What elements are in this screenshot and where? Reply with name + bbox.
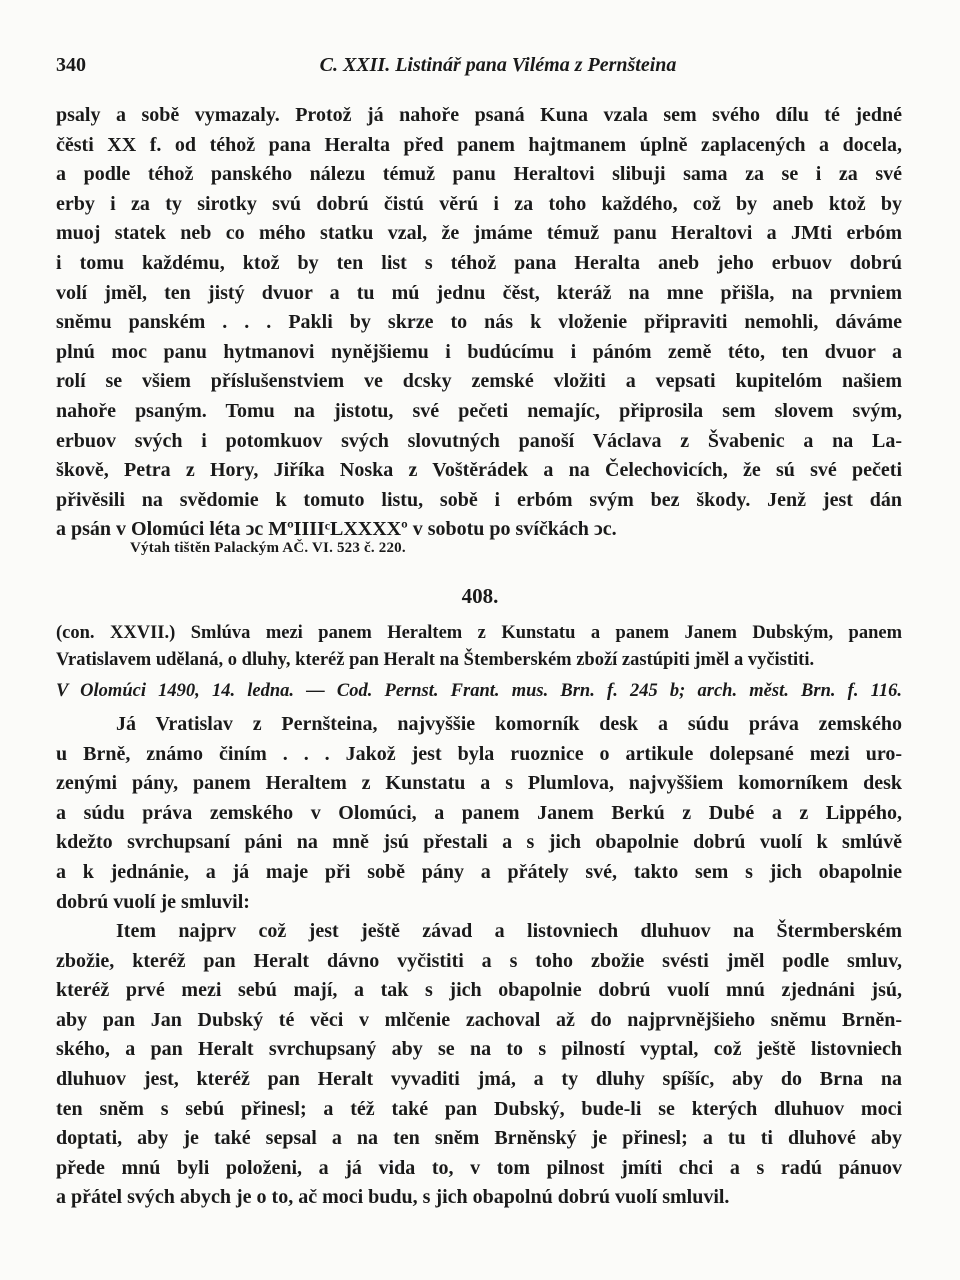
text-line: aby pan Jan Dubský té věci v mlčenie zachoval až do najprvnějšieho sněmu Brněn- [56, 1008, 902, 1031]
text-line: kteréž prvé mezi sebú mají, a tak s jich obapolnie dobrú vuolí mnú zjednáni jsú, [56, 979, 902, 1002]
text-line: psaly a sobě vymazaly. Protož já nahoře psaná Kuna vzala sem svého dílu té jedné [56, 104, 902, 126]
text-line: přede mnú byli položeni, a já vida to, v tom pilnost jmíti chci a s radú pánuov [56, 1156, 902, 1179]
text-line: plnú moc panu hytmanovi nynějšiemu i budúcímu i pánóm země této, ten dvuor a [56, 340, 902, 363]
text-line: a psán v Olomúci léta ↄc MºIIIIᶜLXXXXº v sobotu po svíčkách ↄc. [56, 518, 617, 541]
text-line: ten sněm s sebú přinesl; a též také pan Dubský, bude-li se kterých dluhuov moci [56, 1097, 902, 1120]
source-note: Výtah tištěn Palackým AČ. VI. 523 č. 220. [130, 540, 406, 556]
text-line: čěsti XX f. od téhož pana Heralta před panem hajtmanem úplně zaplacených a docela, [56, 133, 902, 156]
text-line: nahoře psaným. Tomu na jistotu, své pečeti nemajíc, připrosila sem slovem svým, [56, 399, 902, 422]
document-paragraph-2 [56, 917, 902, 1213]
text-line: škově, Petra z Hory, Jiříka Noska z Voštěrádek a na Čelechovicích, že sú své pečeti [56, 459, 902, 482]
regest-line: Vratislavem udělaná, o dluhy, kteréž pan Heralt na Štemberském zboží zastúpiti jměl a vyčistiti. [56, 649, 815, 670]
text-line: doptati, aby je také sepsal a na ten sněm Brněnský je přinesl; a tu ti dluhové aby [56, 1127, 902, 1150]
text-line: přivěsili na svědomie k tomuto listu, sobě i erbóm svým bez škody. Jenž jest dán [56, 488, 902, 511]
text-line: kdežto svrchupsaní páni na mně jsú přestali a s jich obapolnie dobrú vuolí k smlúvě [56, 831, 902, 854]
text-line: erby i za ty sirotky svú dobrú čistú věrú i za toho každého, což by aneb ktož by [56, 192, 902, 215]
text-line: a podle téhož panského nálezu témuž panu Heraltovi slibuji sama za se i za své [56, 163, 902, 186]
text-line: sněmu panském . . . Pakli by skrze to nás k vloženie připraviti nemohli, dáváme [56, 311, 902, 334]
text-line: i tomu každému, ktož by ten list s téhož pana Heralta aneb jeho erbuov dobrú [56, 251, 902, 274]
regest-line: (con. XXVII.) Smlúva mezi panem Heraltem z Kunstatu a panem Janem Dubským, panem [56, 623, 902, 643]
running-head [56, 54, 900, 84]
top-paragraph [56, 101, 902, 545]
document-regest [56, 620, 902, 673]
page-number: 340 [56, 54, 86, 76]
text-line: u Brně, známo činím . . . Jakož jest byla ruoznice o artikule dolepsané mezi uro- [56, 742, 902, 765]
text-line: muoj statek neb co mého statku vzal, že jmáme témuž panu Heraltovi a JMti erbóm [56, 222, 902, 245]
text-line: a přátel svých abych je o to, ač moci budu, s jich obapolnú dobrú vuolí smluvil. [56, 1186, 730, 1209]
document-number: 408. [461, 584, 499, 608]
text-line: volí jměl, ten jistý dvuor a tu mú jednu čěst, kteráž na mne přišla, na prvniem [56, 281, 902, 304]
text-line: a k jednánie, a já maje při sobě pány a přátely své, takto sem s jich obapolnie [56, 860, 902, 883]
text-line: Já Vratislav z Pernšteina, najvyššie komorník desk a súdu práva zemského [116, 713, 902, 735]
document-paragraph-1 [56, 710, 902, 917]
text-line: dluhuov jest, kteréž pan Heralt vyvaditi jmá, a ty dluhy spíšíc, aby do Brna na [56, 1067, 902, 1090]
text-line: Item najprv což jest ještě závad a listovniech dluhuov na Štermberském [116, 920, 902, 942]
text-line: zbožie, kteréž pan Heralt dávno vyčistiti a s toho zbožie svésti jměl podle smluv, [56, 949, 902, 972]
running-title: C. XXII. Listinář pana Viléma z Pernšteina [319, 54, 677, 76]
text-line: ského, a pan Heralt svrchupsaný aby se na to s pilností vyptal, což ještě listovniech [56, 1038, 902, 1061]
text-line: zenými pány, panem Heraltem z Kunstatu a s Plumlova, najvyššiem komorníkem desk [56, 772, 902, 795]
text-line: erbuov svých i potomkuov svých slovutných panoší Václava z Švabenic a na La- [56, 429, 902, 452]
document-dating: V Olomúci 1490, 14. ledna. — Cod. Pernst. Frant. mus. Brn. f. 245 b; arch. měst. Brn. f. 116. [56, 681, 902, 701]
text-line: dobrú vuolí je smluvil: [56, 890, 250, 913]
text-line: a súdu práva zemského v Olomúci, a panem Janem Berkú z Dubé a z Lippého, [56, 801, 902, 824]
text-line: rolí se všiem příslušenstviem ve dcsky zemské vložiti a vepsati kupitelóm našiem [56, 370, 902, 393]
